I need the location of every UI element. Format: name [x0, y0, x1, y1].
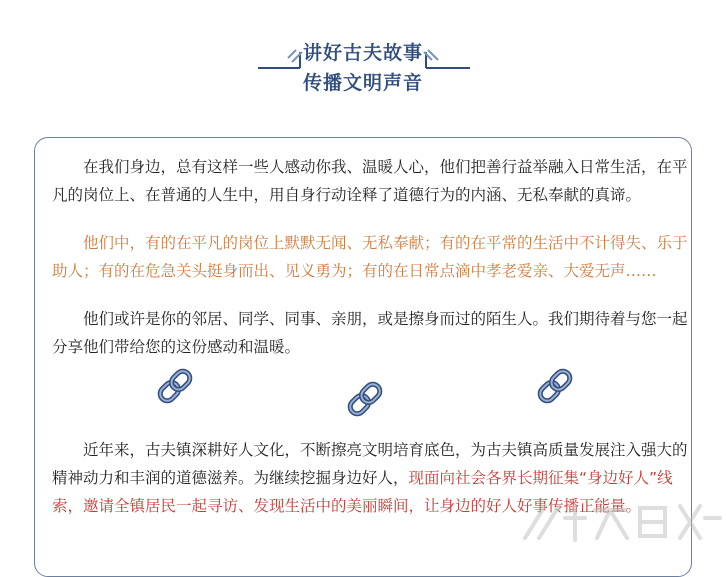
title-decoration-left	[258, 28, 314, 72]
header-line-1: 讲好古夫故事	[302, 42, 423, 64]
chain-link-icon	[155, 368, 195, 404]
chain-link-icon	[535, 368, 575, 404]
chain-link-icon	[345, 381, 385, 417]
watermark-logo	[510, 498, 726, 546]
header-line-2: 传播文明声音	[302, 72, 423, 94]
paragraph-examples: 他们中，有的在平凡的岗位上默默无闻、无私奉献；有的在平常的生活中不计得失、乐于助人；有的在危急关头挺身而出、见义勇为；有的在日常点滴中孝老爱亲、大爱无声……	[52, 234, 688, 280]
paragraph-call-black: 近年来，古夫镇深耕好人文化，不断擦亮文明培育底色，为古夫镇高质量发展注入强大的精神动力和丰润的道德滋养。为继续挖掘身边好人，	[52, 441, 688, 487]
header-title	[0, 38, 726, 98]
title-decoration-right	[412, 28, 472, 72]
paragraph-intro: 在我们身边，总有这样一些人感动你我、温暖人心，他们把善行益举融入日常生活，在平凡的岗位上、在普通的人生中，用自身行动诠释了道德行为的内涵、无私奉献的真谛。	[52, 158, 688, 204]
paragraph-call-red: 现面向社会各界长期征集“身边好人”线索，邀请全镇居民一起寻访、发现生活中的美丽瞬间，让身边的好人好事传播正能量。	[52, 469, 673, 515]
paragraph-neighbors: 他们或许是你的邻居、同学、同事、亲朋，或是擦身而过的陌生人。我们期待着与您一起分享他们带给您的这份感动和温暖。	[52, 310, 688, 356]
